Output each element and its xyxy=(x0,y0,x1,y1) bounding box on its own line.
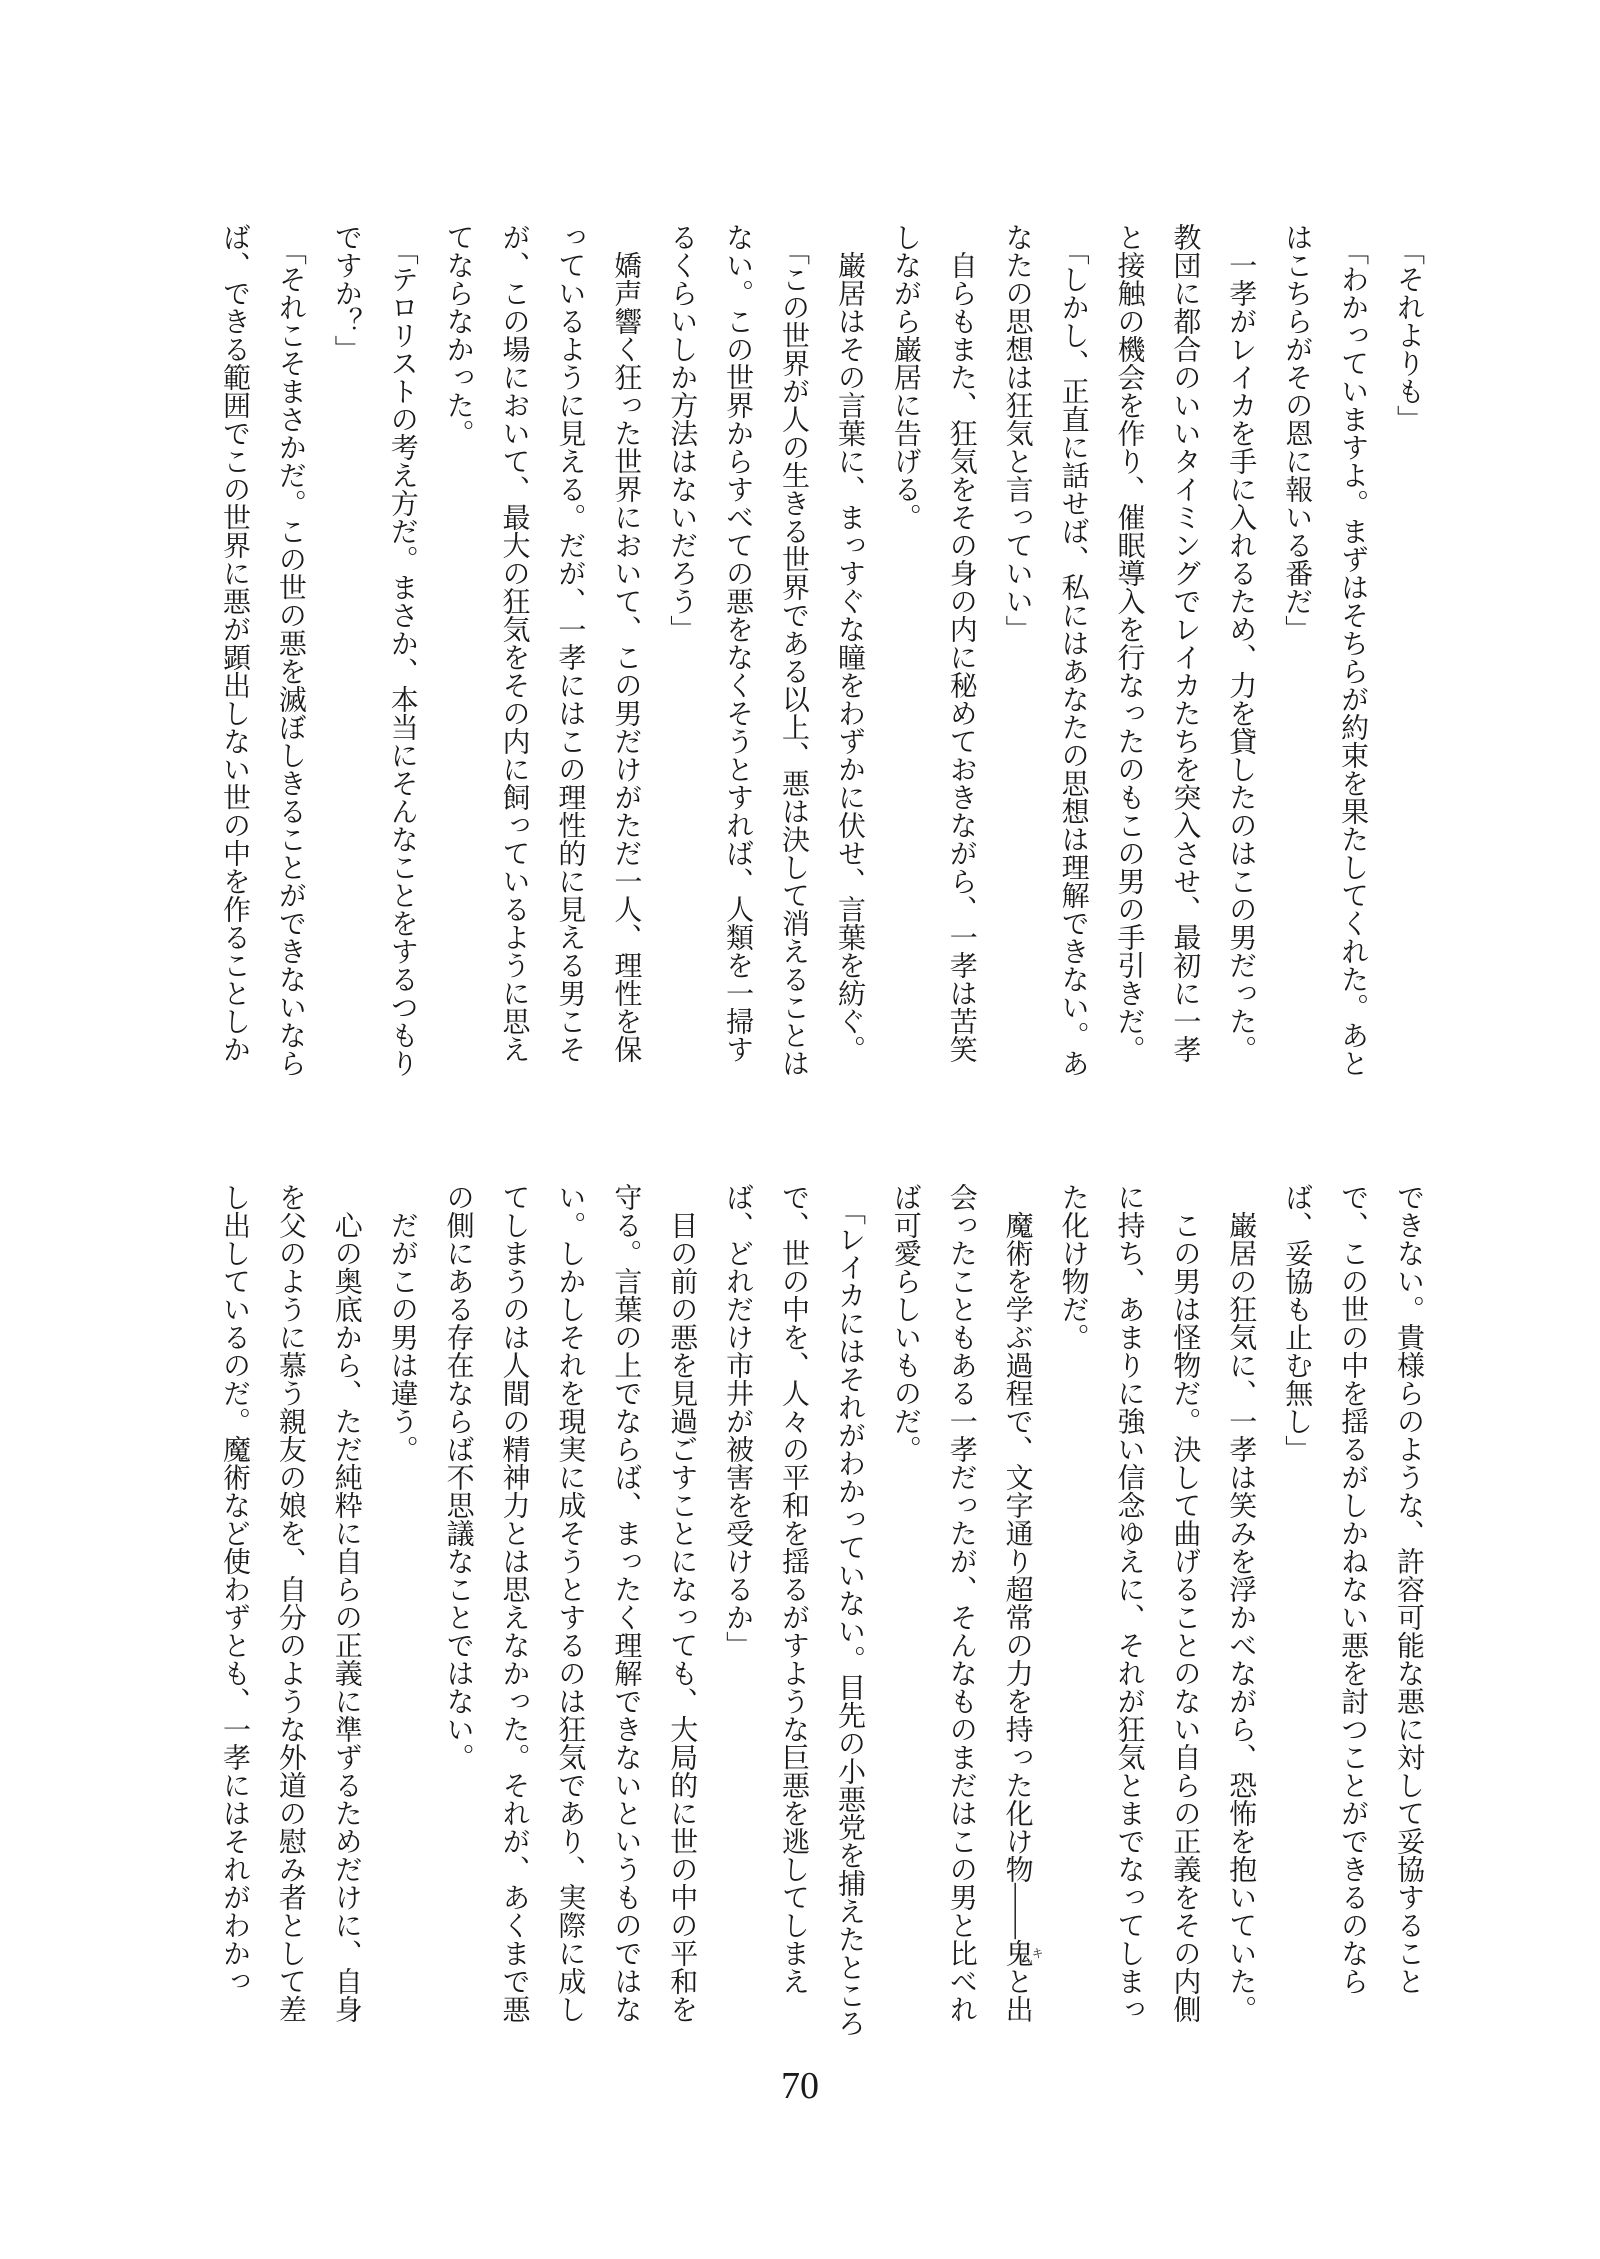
text-column: を父のように慕う親友の娘を、自分のような外道の慰み者として差 xyxy=(274,1183,306,2023)
text-column: 「わかっていますよ。まずはそちらが約束を果たしてくれた。あと xyxy=(1337,237,1369,1077)
text-column: ですか？」 xyxy=(330,223,362,363)
text-column: に持ち、あまりに強い信念ゆえに、それが狂気とまでなってしまっ xyxy=(1113,1183,1145,2023)
text-column: 守る。言葉の上でならば、まったく理解できないというものではな xyxy=(610,1183,642,2023)
text-column: 心の奥底から、ただ純粋に自らの正義に準ずるためだけに、自身 xyxy=(330,1211,362,2023)
text-column: 一孝がレイカを手に入れるため、力を貸したのはこの男だった。 xyxy=(1225,251,1257,1063)
text-column: っているように見える。だが、一孝にはこの理性的に見える男こそ xyxy=(554,223,586,1063)
text-column: 会ったこともある一孝だったが、そんなものまだはこの男と比べれ xyxy=(945,1183,977,2023)
ruby-base: 鬼キ xyxy=(1001,1939,1045,1967)
text-column: るくらいしか方法はないだろう」 xyxy=(666,223,698,643)
text-column: ば、どれだけ市井が被害を受けるか」 xyxy=(722,1183,754,1659)
text-column: ない。この世界からすべての悪をなくそうとすれば、人類を一掃す xyxy=(722,223,754,1063)
text-column: 「それよりも」 xyxy=(1393,237,1424,433)
text-column: 魔術を学ぶ過程で、文字通り超常の力を持った化け物――鬼キと出 xyxy=(1001,1211,1045,2023)
text-column: 教団に都合のいいタイミングでレイカたちを突入させ、最初に一孝 xyxy=(1169,223,1201,1063)
text-column: 「しかし、正直に話せば、私にはあなたの思想は理解できない。あ xyxy=(1057,237,1089,1077)
text-column: し出しているのだ。魔術など使わずとも、一孝にはそれがわかっ xyxy=(218,1183,250,1995)
lower-text-block xyxy=(196,1183,1436,2045)
text-column: が、この場において、最大の狂気をその内に飼っているように思え xyxy=(498,223,530,1063)
text-column: た化け物だ。 xyxy=(1057,1183,1089,1351)
text-column: だがこの男は違う。 xyxy=(386,1211,418,1463)
text-column: 巌居の狂気に、一孝は笑みを浮かべながら、恐怖を抱いていた。 xyxy=(1225,1211,1257,2023)
text-column: 自らもまた、狂気をその身の内に秘めておきながら、一孝は苦笑 xyxy=(945,251,977,1063)
text-column: はこちらがその恩に報いる番だ」 xyxy=(1281,223,1313,643)
text-column: 嬌声響く狂った世界において、この男だけがただ一人、理性を保 xyxy=(610,251,642,1063)
text-column: てならなかった。 xyxy=(442,223,474,447)
text-column: で、世の中を、人々の平和を揺るがすような巨悪を逃してしまえ xyxy=(778,1183,810,1995)
text-column: ば、できる範囲でこの世界に悪が顕出しない世の中を作ることしか xyxy=(218,223,250,1063)
text-column: 「この世界が人の生きる世界である以上、悪は決して消えることは xyxy=(778,237,810,1077)
text-column: ば可愛らしいものだ。 xyxy=(889,1183,921,1463)
text-column: 目の前の悪を見過ごすことになっても、大局的に世の中の平和を xyxy=(666,1211,698,2023)
text-column: この男は怪物だ。決して曲げることのない自らの正義をその内側 xyxy=(1169,1211,1201,2023)
text-column: てしまうのは人間の精神力とは思えなかった。それが、あくまで悪 xyxy=(498,1183,530,2023)
text-column: できない。貴様らのような、許容可能な悪に対して妥協すること xyxy=(1393,1183,1424,1995)
text-column: で、この世の中を揺るがしかねない悪を討つことができるのなら xyxy=(1337,1183,1369,1995)
text-column: 「テロリストの考え方だ。まさか、本当にそんなことをするつもり xyxy=(386,237,418,1077)
text-column: い。しかしそれを現実に成そうとするのは狂気であり、実際に成し xyxy=(554,1183,586,2023)
text-column: 巌居はその言葉に、まっすぐな瞳をわずかに伏せ、言葉を紡ぐ。 xyxy=(833,251,865,1063)
furigana: キ xyxy=(1030,1939,1045,1967)
upper-text-block xyxy=(196,223,1436,1085)
page-number: 70 xyxy=(781,2065,819,2107)
text-column: しながら巌居に告げる。 xyxy=(889,223,921,531)
text-column: の側にある存在ならば不思議なことではない。 xyxy=(442,1183,474,1771)
text-column: と接触の機会を作り、催眠導入を行なったのもこの男の手引きだ。 xyxy=(1113,223,1145,1063)
text-column: 「レイカにはそれがわかっていない。目先の小悪党を捕えたところ xyxy=(833,1197,865,2037)
text-column: なたの思想は狂気と言っていい」 xyxy=(1001,223,1033,643)
text-column: ば、妥協も止む無し」 xyxy=(1281,1183,1313,1463)
text-column: 「それこそまさかだ。この世の悪を滅ぼしきることができないなら xyxy=(274,237,306,1077)
